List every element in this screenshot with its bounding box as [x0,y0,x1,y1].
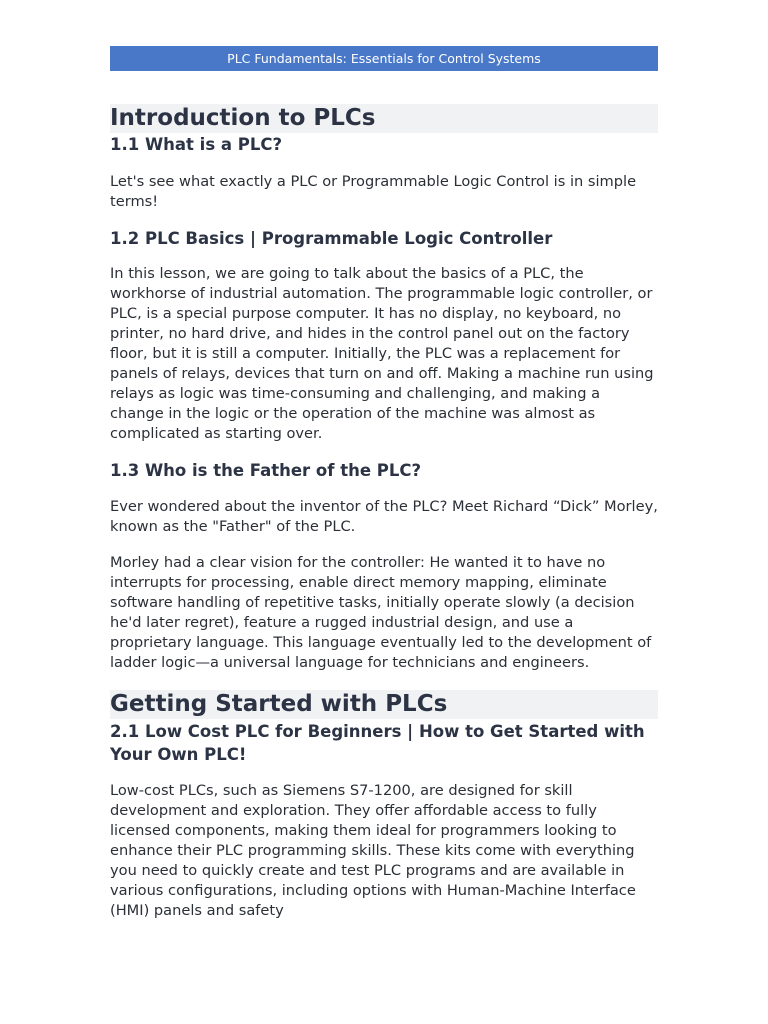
subsection-title-plc-basics: 1.2 PLC Basics | Programmable Logic Controller [110,229,553,248]
paragraph: Ever wondered about the inventor of the PLC? Meet Richard “Dick” Morley, known as the "Father" of the PLC. [110,498,658,535]
subsection-title-what-is-plc: 1.1 What is a PLC? [110,135,283,154]
document-page [110,46,658,921]
subsection-title-father-of-plc: 1.3 Who is the Father of the PLC? [110,461,422,480]
section-title-introduction: Introduction to PLCs [110,104,658,133]
section-title-getting-started: Getting Started with PLCs [110,690,658,719]
paragraph: Morley had a clear vision for the controller: He wanted it to have no interrupts for processing, enable direct memory mapping, eliminate software handling of repetitive tasks, initially operate slowly (a decision he'd later regret), feature a rugged industrial design, and use a proprietary language. This language eventually led to the development of ladder logic—a universal language for technicians and engineers. [110,554,652,671]
document-header-title: PLC Fundamentals: Essentials for Control Systems [227,51,541,66]
document-header [110,46,658,71]
subsection-title-low-cost-plc: 2.1 Low Cost PLC for Beginners | How to Get Started with Your Own PLC! [110,722,645,764]
paragraph: Let's see what exactly a PLC or Programmable Logic Control is in simple terms! [110,173,637,210]
paragraph: Low-cost PLCs, such as Siemens S7-1200, are designed for skill development and exploration. They offer affordable access to fully licensed components, making them ideal for programmers looking to enhance their PLC programming skills. These kits come with everything you need to quickly create and test PLC programs and are available in various configurations, including options with Human-Machine Interface (HMI) panels and safety [110,782,636,919]
paragraph: In this lesson, we are going to talk about the basics of a PLC, the workhorse of industrial automation. The programmable logic controller, or PLC, is a special purpose computer. It has no display, no keyboard, no printer, no hard drive, and hides in the control panel out on the factory floor, but it is still a computer. Initially, the PLC was a replacement for panels of relays, devices that turn on and off. Making a machine run using relays as logic was time-consuming and challenging, and making a change in the logic or the operation of the machine was almost as complicated as starting over. [110,265,654,442]
